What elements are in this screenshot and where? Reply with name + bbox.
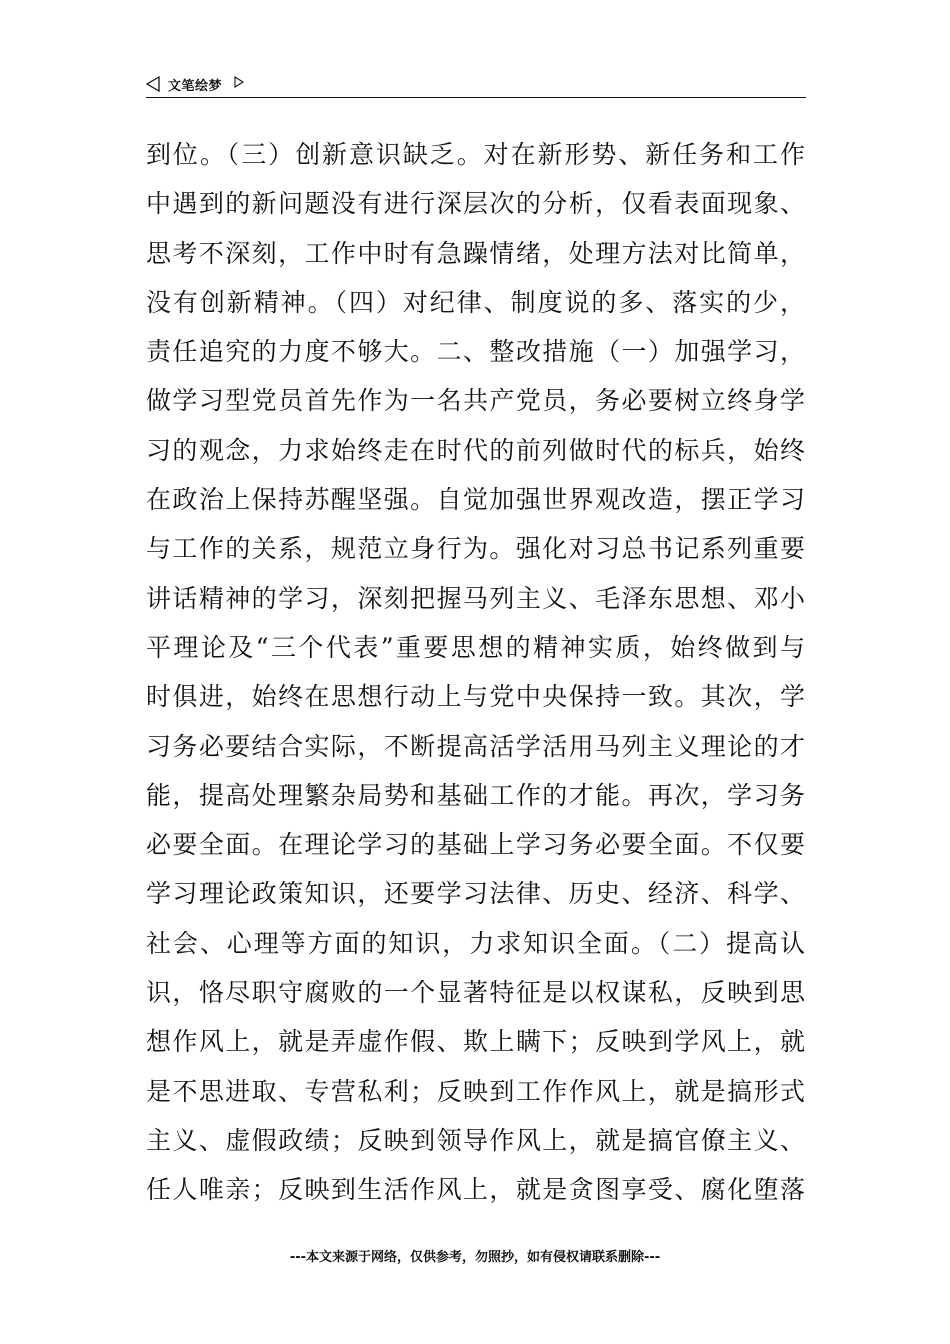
footer-disclaimer: ---本文来源于网络，仅供参考，勿照抄，如有侵权请联系删除--- bbox=[289, 1250, 661, 1265]
text-line: 到位。（三）创新意识缺乏。对在新形势、新任务和工作 bbox=[146, 140, 806, 169]
text-line: 平理论及“三个代表”重要思想的精神实质，始终做到与 bbox=[146, 632, 806, 662]
text-line: 责任追究的力度不够大。二、整改措施（一）加强学习， bbox=[146, 337, 806, 367]
text-line: 主义、虚假政绩；反映到领导作风上，就是搞官僚主义、 bbox=[146, 1125, 806, 1155]
text-line: 做学习型党员首先作为一名共产党员，务必要树立终身学 bbox=[146, 386, 806, 416]
text-line: 在政治上保持苏醒坚强。自觉加强世界观改造，摆正学习 bbox=[146, 485, 806, 515]
header-divider bbox=[146, 97, 806, 98]
text-line: 社会、心理等方面的知识，力求知识全面。（二）提高认 bbox=[146, 928, 806, 958]
right-triangle-icon bbox=[234, 76, 244, 88]
text-line: 与工作的关系，规范立身行为。强化对习总书记系列重要 bbox=[146, 534, 806, 564]
text-line: 没有创新精神。（四）对纪律、制度说的多、落实的少， bbox=[146, 287, 806, 317]
text-line: 学习理论政策知识，还要学习法律、历史、经济、科学、 bbox=[146, 879, 806, 909]
text-line: 思考不深刻，工作中时有急躁情绪，处理方法对比简单， bbox=[146, 238, 806, 268]
body-text bbox=[146, 130, 806, 1215]
text-line: 能，提高处理繁杂局势和基础工作的才能。再次，学习务 bbox=[146, 780, 806, 810]
header-title: 文笔绘梦 bbox=[168, 79, 223, 94]
text-line: 习的观念，力求始终走在时代的前列做时代的标兵，始终 bbox=[146, 435, 806, 465]
text-line: 必要全面。在理论学习的基础上学习务必要全面。不仅要 bbox=[146, 830, 806, 860]
text-line: 任人唯亲；反映到生活作风上，就是贪图享受、腐化堕落 bbox=[146, 1175, 806, 1205]
text-line: 是不思进取、专营私利；反映到工作作风上，就是搞形式 bbox=[146, 1076, 806, 1106]
page-header bbox=[146, 72, 806, 98]
text-line: 习务必要结合实际，不断提高活学活用马列主义理论的才 bbox=[146, 731, 806, 761]
text-line: 讲话精神的学习，深刻把握马列主义、毛泽东思想、邓小 bbox=[146, 583, 806, 613]
text-line: 识，恪尽职守腐败的一个显著特征是以权谋私，反映到思 bbox=[146, 978, 806, 1008]
text-line: 时俱进，始终在思想行动上与党中央保持一致。其次，学 bbox=[146, 682, 806, 712]
text-line: 想作风上，就是弄虚作假、欺上瞒下；反映到学风上，就 bbox=[146, 1027, 806, 1057]
text-line: 中遇到的新问题没有进行深层次的分析，仅看表面现象、 bbox=[146, 189, 806, 219]
left-triangle-icon bbox=[146, 76, 160, 92]
